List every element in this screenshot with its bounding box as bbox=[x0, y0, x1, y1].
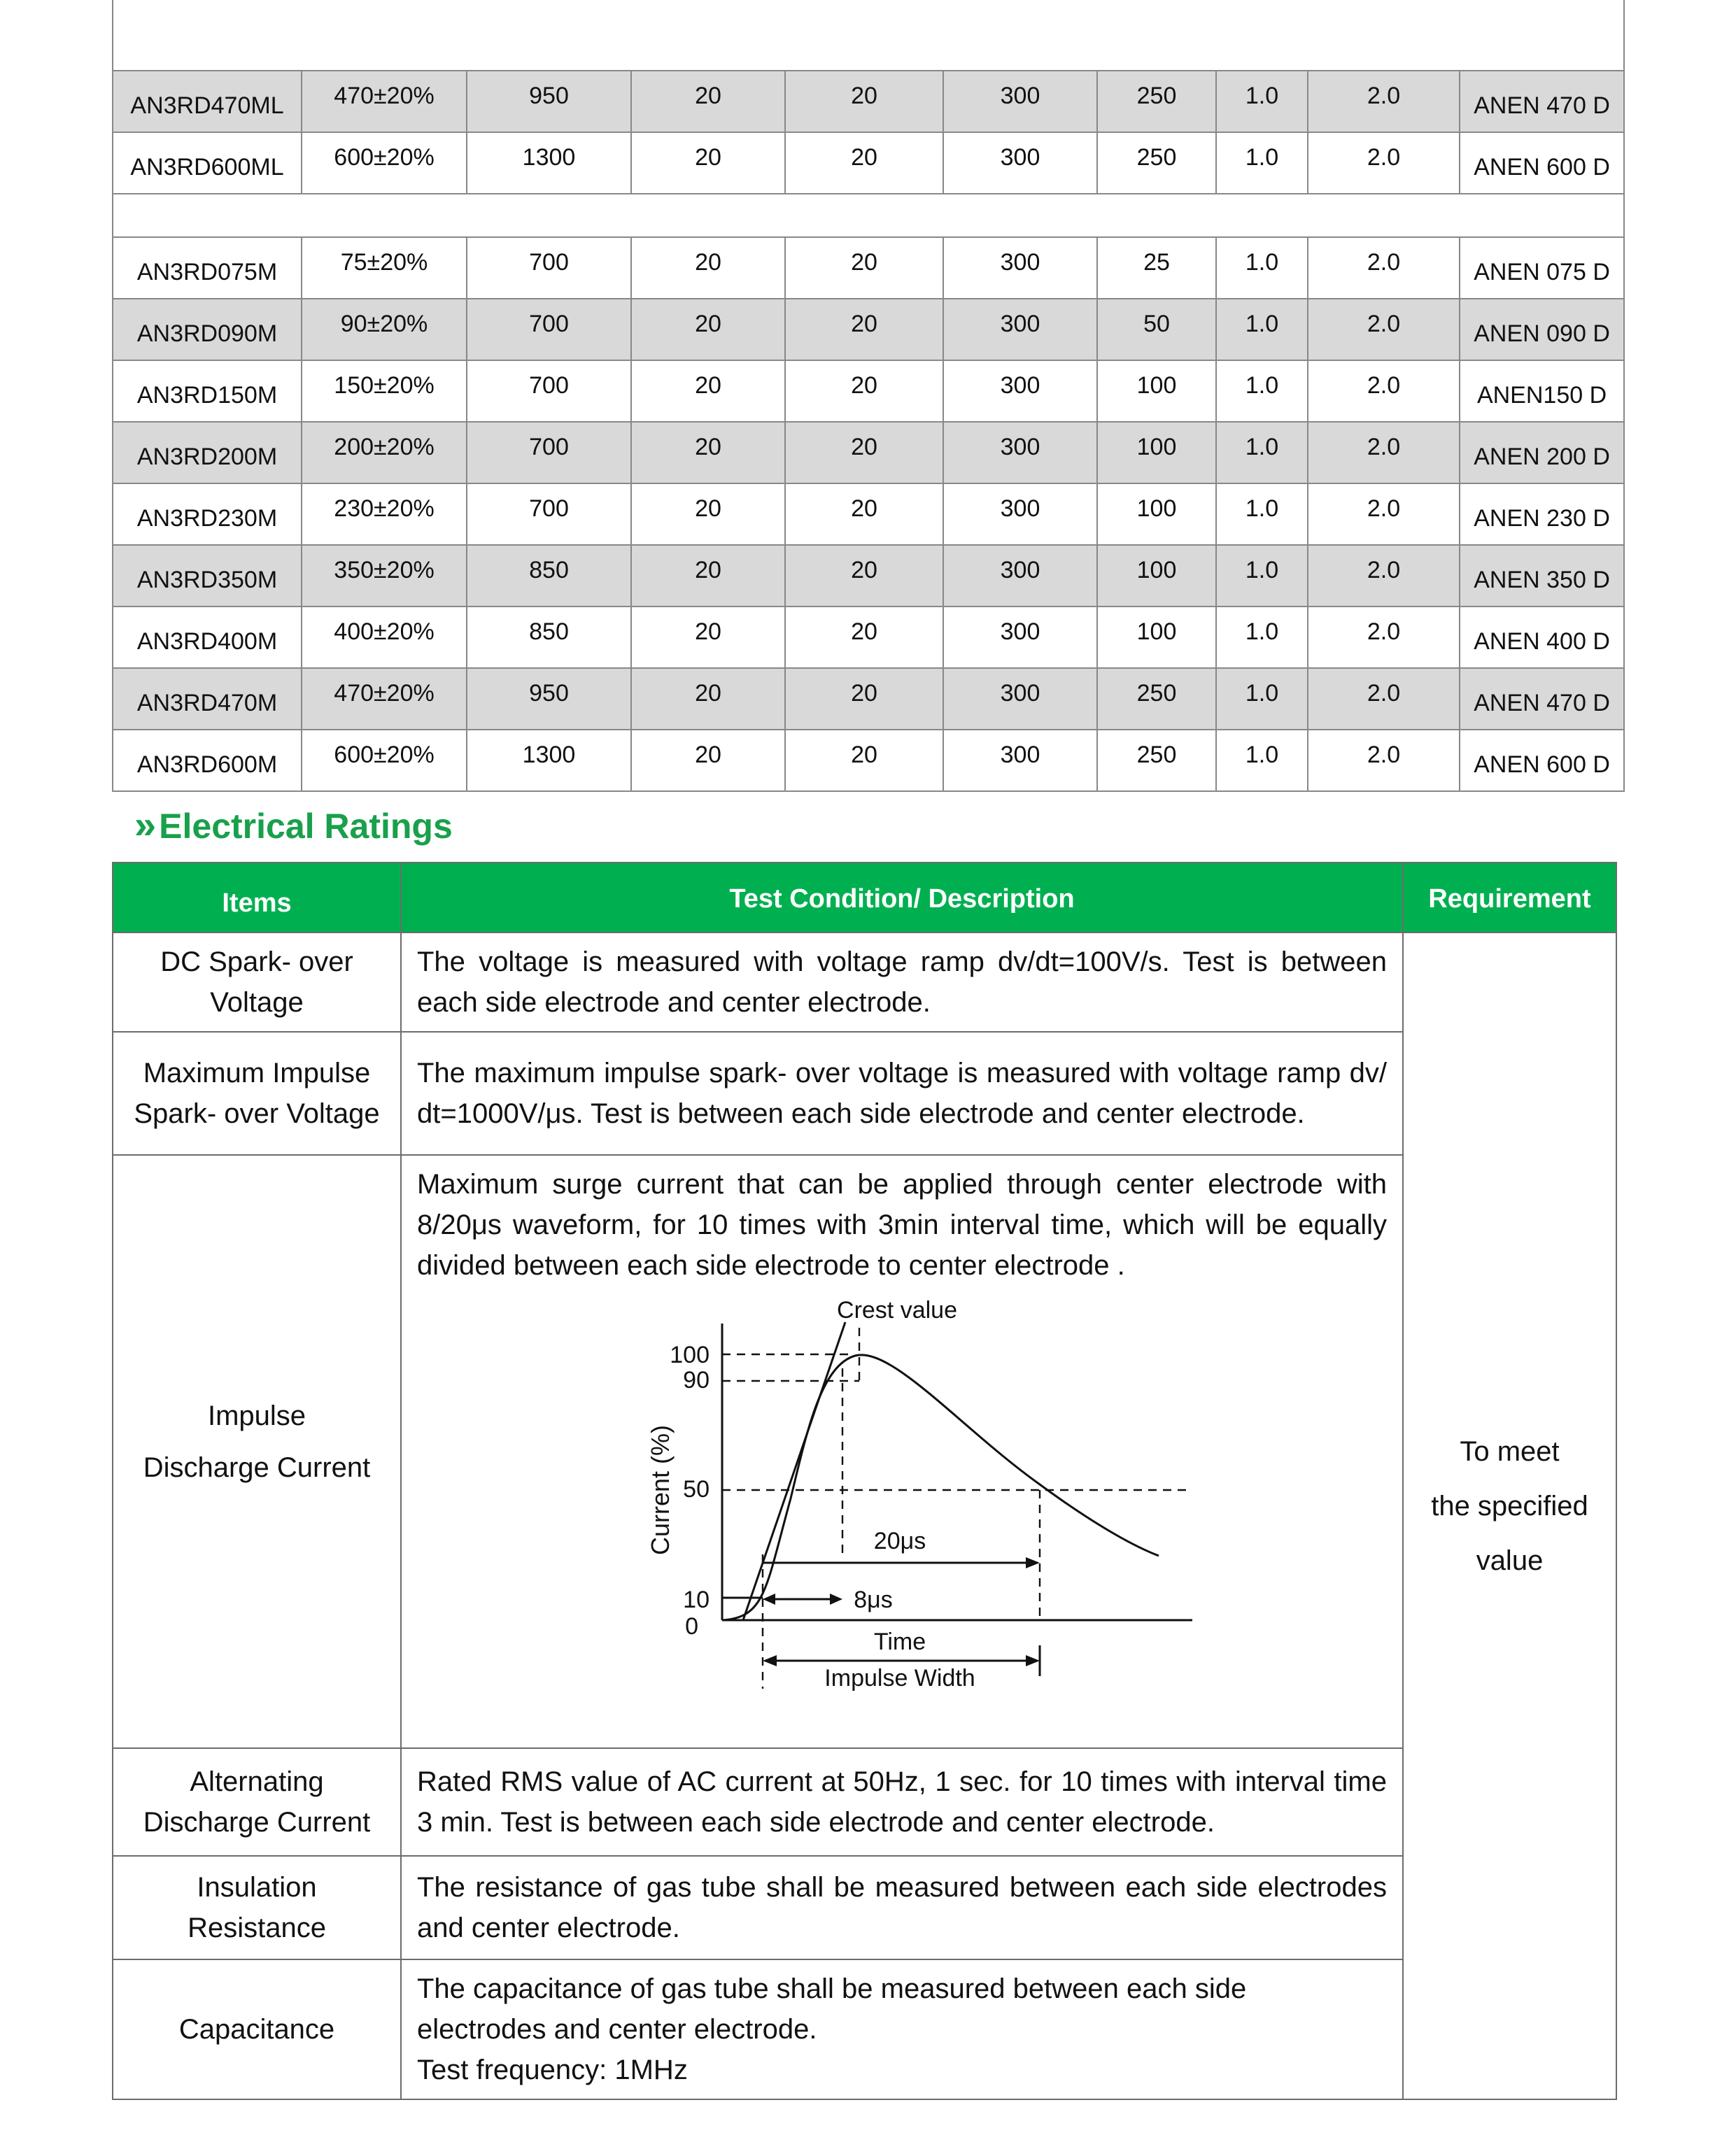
time-label: Time bbox=[873, 1629, 926, 1655]
surge-cell: 20 bbox=[631, 132, 785, 194]
table-row-gap bbox=[113, 194, 1624, 237]
ac-cell: 20 bbox=[785, 483, 943, 545]
v1-cell: 1.0 bbox=[1216, 237, 1308, 299]
marking-cell: ANEN 470 D bbox=[1460, 668, 1624, 730]
marking-cell: ANEN 400 D bbox=[1460, 607, 1624, 668]
v2-cell: 2.0 bbox=[1308, 730, 1460, 791]
table-row bbox=[113, 730, 1624, 791]
v2-cell: 2.0 bbox=[1308, 545, 1460, 607]
impulse-sparkover-cell: 700 bbox=[467, 299, 631, 360]
ac-cell: 20 bbox=[785, 422, 943, 483]
capacitance-cell: 100 bbox=[1097, 422, 1216, 483]
insulation-cell: 300 bbox=[943, 132, 1097, 194]
row-max-impulse bbox=[113, 1032, 1616, 1155]
tick-50: 50 bbox=[683, 1476, 710, 1503]
header-test-condition: Test Condition/ Description bbox=[401, 863, 1403, 932]
impulse-width-label: Impulse Width bbox=[824, 1665, 975, 1692]
ac-cell: 20 bbox=[785, 237, 943, 299]
v1-cell: 1.0 bbox=[1216, 607, 1308, 668]
dc-sparkover-cell: 600±20% bbox=[302, 730, 467, 791]
electrical-ratings-table bbox=[112, 862, 1617, 2100]
insulation-cell: 300 bbox=[943, 607, 1097, 668]
capacitance-cell: 100 bbox=[1097, 360, 1216, 422]
impulse-sparkover-cell: 850 bbox=[467, 607, 631, 668]
capacitance-cell: 100 bbox=[1097, 483, 1216, 545]
desc-alternating-discharge: Rated RMS value of AC current at 50Hz, 1 sec. for 10 times with interval time 3 min. Test is between each side electrode and center electrode. bbox=[401, 1748, 1403, 1856]
v2-cell: 2.0 bbox=[1308, 132, 1460, 194]
table-row bbox=[113, 545, 1624, 607]
row-capacitance bbox=[113, 1959, 1616, 2099]
insulation-cell: 300 bbox=[943, 422, 1097, 483]
marking-cell: ANEN 470 D bbox=[1460, 71, 1624, 132]
table-row-top-blank bbox=[113, 0, 1624, 71]
insulation-cell: 300 bbox=[943, 237, 1097, 299]
section-marker: » bbox=[134, 802, 157, 846]
row-impulse-discharge bbox=[113, 1155, 1616, 1748]
item-impulse-discharge: Impulse Discharge Current bbox=[113, 1155, 401, 1748]
tick-90: 90 bbox=[683, 1367, 710, 1393]
model-cell: AN3RD470ML bbox=[113, 71, 302, 132]
v2-cell: 2.0 bbox=[1308, 483, 1460, 545]
impulse-sparkover-cell: 850 bbox=[467, 545, 631, 607]
model-cell: AN3RD600ML bbox=[113, 132, 302, 194]
surge-cell: 20 bbox=[631, 483, 785, 545]
desc-impulse-discharge bbox=[401, 1155, 1403, 1748]
model-cell: AN3RD470M bbox=[113, 668, 302, 730]
dc-sparkover-cell: 90±20% bbox=[302, 299, 467, 360]
surge-cell: 20 bbox=[631, 299, 785, 360]
v1-cell: 1.0 bbox=[1216, 360, 1308, 422]
part-spec-table bbox=[112, 0, 1625, 792]
tick-10: 10 bbox=[683, 1587, 710, 1613]
capacitance-cell: 50 bbox=[1097, 299, 1216, 360]
marking-cell: ANEN 350 D bbox=[1460, 545, 1624, 607]
table-row bbox=[113, 132, 1624, 194]
marking-cell: ANEN 200 D bbox=[1460, 422, 1624, 483]
dc-sparkover-cell: 600±20% bbox=[302, 132, 467, 194]
v1-cell: 1.0 bbox=[1216, 730, 1308, 791]
surge-cell: 20 bbox=[631, 71, 785, 132]
table-row bbox=[113, 607, 1624, 668]
impulse-sparkover-cell: 700 bbox=[467, 237, 631, 299]
item-dc-spark-over: DC Spark- over Voltage bbox=[113, 932, 401, 1032]
marking-cell: ANEN150 D bbox=[1460, 360, 1624, 422]
gap-cell bbox=[113, 194, 1624, 237]
insulation-cell: 300 bbox=[943, 360, 1097, 422]
capacitance-cell: 250 bbox=[1097, 71, 1216, 132]
waveform-diagram bbox=[402, 1156, 1404, 1747]
table-row bbox=[113, 237, 1624, 299]
ac-cell: 20 bbox=[785, 545, 943, 607]
impulse-sparkover-cell: 700 bbox=[467, 422, 631, 483]
model-cell: AN3RD090M bbox=[113, 299, 302, 360]
row-dc-spark-over bbox=[113, 932, 1616, 1032]
requirement-line-3: value bbox=[1476, 1545, 1544, 1576]
model-cell: AN3RD600M bbox=[113, 730, 302, 791]
y-axis-label: Current (%) bbox=[646, 1424, 675, 1556]
impulse-sparkover-cell: 700 bbox=[467, 483, 631, 545]
dc-sparkover-cell: 230±20% bbox=[302, 483, 467, 545]
desc-max-impulse: The maximum impulse spark- over voltage is measured with voltage ramp dv/ dt=1000V/μs. Test is between each side electrode and center electrode. bbox=[401, 1032, 1403, 1155]
requirement-line-2: the specified bbox=[1431, 1491, 1588, 1522]
surge-cell: 20 bbox=[631, 237, 785, 299]
ac-cell: 20 bbox=[785, 730, 943, 791]
model-cell: AN3RD150M bbox=[113, 360, 302, 422]
capacitance-cell: 100 bbox=[1097, 607, 1216, 668]
model-cell: AN3RD400M bbox=[113, 607, 302, 668]
capacitance-cell: 100 bbox=[1097, 545, 1216, 607]
dc-sparkover-cell: 75±20% bbox=[302, 237, 467, 299]
dc-sparkover-cell: 200±20% bbox=[302, 422, 467, 483]
ac-cell: 20 bbox=[785, 132, 943, 194]
section-title bbox=[134, 802, 453, 847]
v1-cell: 1.0 bbox=[1216, 71, 1308, 132]
surge-cell: 20 bbox=[631, 607, 785, 668]
impulse-sparkover-cell: 1300 bbox=[467, 730, 631, 791]
table-row bbox=[113, 299, 1624, 360]
capacitance-cell: 250 bbox=[1097, 132, 1216, 194]
table-row bbox=[113, 360, 1624, 422]
v2-cell: 2.0 bbox=[1308, 299, 1460, 360]
v1-cell: 1.0 bbox=[1216, 545, 1308, 607]
v2-cell: 2.0 bbox=[1308, 607, 1460, 668]
insulation-cell: 300 bbox=[943, 299, 1097, 360]
blank-cell bbox=[113, 0, 1624, 71]
crest-label: Crest value bbox=[837, 1297, 957, 1324]
ratings-header-row bbox=[113, 863, 1616, 932]
v1-cell: 1.0 bbox=[1216, 422, 1308, 483]
capacitance-cell: 250 bbox=[1097, 730, 1216, 791]
row-alternating-discharge bbox=[113, 1748, 1616, 1856]
section-title-text: Electrical Ratings bbox=[159, 807, 453, 846]
dc-sparkover-cell: 400±20% bbox=[302, 607, 467, 668]
desc-dc-spark-over: The voltage is measured with voltage ramp dv/dt=100V/s. Test is between each side electrode and center electrode. bbox=[401, 932, 1403, 1032]
v1-cell: 1.0 bbox=[1216, 483, 1308, 545]
surge-cell: 20 bbox=[631, 730, 785, 791]
label-20us: 20μs bbox=[873, 1528, 926, 1554]
capacitance-cell: 250 bbox=[1097, 668, 1216, 730]
requirement-cell bbox=[1403, 932, 1616, 2099]
impulse-sparkover-cell: 1300 bbox=[467, 132, 631, 194]
dc-sparkover-cell: 470±20% bbox=[302, 668, 467, 730]
marking-cell: ANEN 090 D bbox=[1460, 299, 1624, 360]
v2-cell: 2.0 bbox=[1308, 422, 1460, 483]
v2-cell: 2.0 bbox=[1308, 668, 1460, 730]
v2-cell: 2.0 bbox=[1308, 237, 1460, 299]
dc-sparkover-cell: 350±20% bbox=[302, 545, 467, 607]
header-requirement: Requirement bbox=[1403, 863, 1616, 932]
row-insulation-resistance bbox=[113, 1856, 1616, 1959]
desc-capacitance: The capacitance of gas tube shall be measured between each side electrodes and center electrode. Test frequency: 1MHz bbox=[401, 1959, 1403, 2099]
model-cell: AN3RD075M bbox=[113, 237, 302, 299]
desc-insulation-resistance: The resistance of gas tube shall be measured between each side electrodes and center electrode. bbox=[401, 1856, 1403, 1959]
item-capacitance: Capacitance bbox=[113, 1959, 401, 2099]
header-items: Items bbox=[113, 863, 401, 932]
impulse-sparkover-cell: 950 bbox=[467, 668, 631, 730]
v2-cell: 2.0 bbox=[1308, 71, 1460, 132]
surge-cell: 20 bbox=[631, 545, 785, 607]
insulation-cell: 300 bbox=[943, 483, 1097, 545]
ac-cell: 20 bbox=[785, 607, 943, 668]
part-spec-body bbox=[113, 0, 1624, 791]
table-row bbox=[113, 422, 1624, 483]
table-row bbox=[113, 483, 1624, 545]
model-cell: AN3RD200M bbox=[113, 422, 302, 483]
ac-cell: 20 bbox=[785, 71, 943, 132]
ac-cell: 20 bbox=[785, 299, 943, 360]
v2-cell: 2.0 bbox=[1308, 360, 1460, 422]
insulation-cell: 300 bbox=[943, 71, 1097, 132]
marking-cell: ANEN 230 D bbox=[1460, 483, 1624, 545]
surge-cell: 20 bbox=[631, 360, 785, 422]
tick-0: 0 bbox=[685, 1613, 698, 1640]
impulse-sparkover-cell: 950 bbox=[467, 71, 631, 132]
surge-cell: 20 bbox=[631, 422, 785, 483]
dc-sparkover-cell: 150±20% bbox=[302, 360, 467, 422]
model-cell: AN3RD230M bbox=[113, 483, 302, 545]
dc-sparkover-cell: 470±20% bbox=[302, 71, 467, 132]
v1-cell: 1.0 bbox=[1216, 299, 1308, 360]
surge-cell: 20 bbox=[631, 668, 785, 730]
ac-cell: 20 bbox=[785, 360, 943, 422]
insulation-cell: 300 bbox=[943, 730, 1097, 791]
table-row bbox=[113, 71, 1624, 132]
marking-cell: ANEN 075 D bbox=[1460, 237, 1624, 299]
model-cell: AN3RD350M bbox=[113, 545, 302, 607]
insulation-cell: 300 bbox=[943, 668, 1097, 730]
item-insulation-resistance: Insulation Resistance bbox=[113, 1856, 401, 1959]
item-max-impulse: Maximum Impulse Spark- over Voltage bbox=[113, 1032, 401, 1155]
item-alternating-discharge: Alternating Discharge Current bbox=[113, 1748, 401, 1856]
v1-cell: 1.0 bbox=[1216, 132, 1308, 194]
requirement-line-1: To meet bbox=[1460, 1436, 1560, 1467]
ac-cell: 20 bbox=[785, 668, 943, 730]
table-row bbox=[113, 668, 1624, 730]
impulse-discharge-text: Maximum surge current that can be applied through center electrode with 8/20μs waveform, for 10 times with 3min interval time, which will be equally divided between each side electrode to center electrode . bbox=[417, 1169, 1387, 1281]
marking-cell: ANEN 600 D bbox=[1460, 730, 1624, 791]
capacitance-cell: 25 bbox=[1097, 237, 1216, 299]
marking-cell: ANEN 600 D bbox=[1460, 132, 1624, 194]
front-line bbox=[743, 1322, 845, 1620]
v1-cell: 1.0 bbox=[1216, 668, 1308, 730]
impulse-sparkover-cell: 700 bbox=[467, 360, 631, 422]
label-8us: 8μs bbox=[854, 1587, 893, 1613]
tick-100: 100 bbox=[670, 1342, 710, 1368]
insulation-cell: 300 bbox=[943, 545, 1097, 607]
